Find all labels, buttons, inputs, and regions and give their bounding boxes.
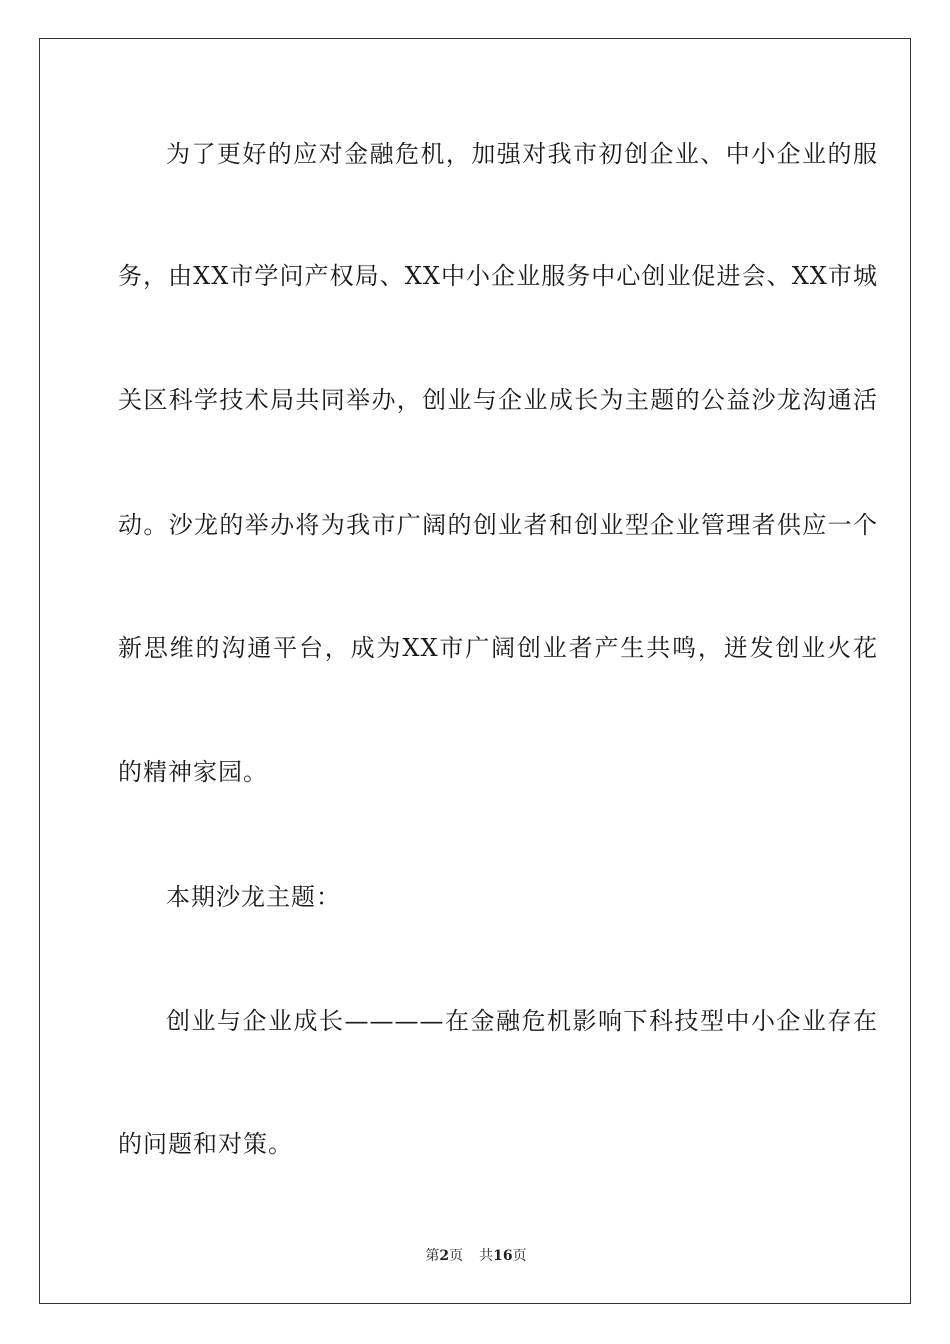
paragraph-3-line-1: 创业与企业成长————在金融危机影响下科技型中小企业存在 — [166, 1007, 878, 1035]
page-footer — [40, 1247, 912, 1265]
footer-page-number: 2 — [439, 1248, 450, 1264]
page-frame — [39, 38, 911, 1304]
footer-total-pages: 16 — [493, 1248, 513, 1264]
paragraph-3-line-2: 的问题和对策。 — [118, 1130, 293, 1158]
footer-page-suffix: 页 — [449, 1248, 464, 1264]
footer-total-suffix: 页 — [512, 1248, 527, 1264]
footer-total-prefix: 共 — [479, 1248, 494, 1264]
footer-page-prefix: 第 — [425, 1248, 440, 1264]
paragraph-1-line-2: 务，由XX市学问产权局、XX中小企业服务中心创业促进会、XX市城 — [118, 262, 878, 290]
paragraph-1-line-3: 关区科学技术局共同举办，创业与企业成长为主题的公益沙龙沟通活 — [118, 386, 878, 414]
paragraph-1-line-5: 新思维的沟通平台，成为XX市广阔创业者产生共鸣，迸发创业火花 — [118, 634, 878, 662]
paragraph-2-line-1: 本期沙龙主题： — [166, 883, 341, 911]
paragraph-1-line-4: 动。沙龙的举办将为我市广阔的创业者和创业型企业管理者供应一个 — [118, 511, 878, 539]
paragraph-1-line-1: 为了更好的应对金融危机，加强对我市初创企业、中小企业的服 — [166, 140, 878, 168]
paragraph-1-line-6: 的精神家园。 — [118, 758, 268, 786]
